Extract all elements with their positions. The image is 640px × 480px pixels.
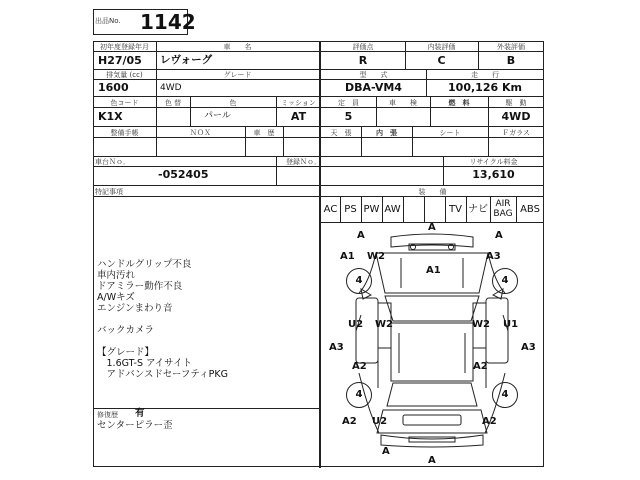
damage-fender-left: A1: [340, 251, 355, 262]
remark-line-11: アドバンスドセーフティPKG: [97, 369, 228, 380]
recycle-label: リサイクル料金: [469, 158, 518, 166]
transmission-value: AT: [290, 110, 307, 123]
reg-no-label: 登録Ｎｏ．: [286, 158, 321, 166]
damage-front-left-a: A: [357, 230, 365, 241]
remark-line-5: エンジンまわり音: [97, 303, 173, 314]
repair-label: 修復歴: [97, 411, 118, 419]
damage-hood: A1: [426, 265, 441, 276]
equip-navi: ナビ: [468, 204, 488, 215]
color-code-label: 色コード: [110, 99, 139, 107]
remark-line-9: 【グレード】: [97, 347, 155, 358]
damage-front-a: A: [428, 222, 436, 233]
f-glass-label: Ｆガラス: [502, 129, 530, 137]
damage-fender-right: A3: [486, 251, 501, 262]
interior-top-label: 内 張: [376, 129, 397, 137]
grade-value: 4WD: [160, 83, 182, 93]
tire-front-right: 4: [492, 268, 518, 294]
car-name-value: レヴォーグ: [160, 54, 213, 66]
transmission-label: ミッション: [281, 99, 316, 107]
equip-ac: AC: [323, 204, 338, 215]
mileage-label: 走 行: [471, 71, 499, 79]
remark-line-10: 1.6GT-S アイサイト: [97, 358, 193, 369]
lot-number: 1142: [140, 10, 196, 34]
maintenance-label: 整備手帳: [110, 129, 139, 137]
equip-airbag: AIR BAG: [493, 199, 513, 219]
interior-label: 内装評価: [427, 43, 456, 51]
color-label: 色: [229, 99, 237, 107]
frame-no-value: -052405: [158, 168, 209, 181]
equip-tv: TV: [449, 204, 462, 215]
equip-aw: AW: [384, 204, 401, 215]
remarks-label: 特記事項: [95, 188, 123, 196]
remark-line-1: ハンドルグリップ不良: [97, 259, 192, 270]
grade-label: グレード: [223, 71, 252, 79]
seats-value: 5: [344, 110, 353, 123]
equip-abs: ABS: [520, 204, 540, 215]
damage-u2-left: U2: [348, 319, 364, 330]
color-value: パール: [204, 111, 231, 121]
damage-rear-a2-left: A2: [342, 416, 357, 427]
damage-front-right-a: A: [495, 230, 503, 241]
model-label: 型 式: [359, 71, 388, 79]
damage-u1-right: U1: [503, 319, 519, 330]
equipment-label: 装 備: [418, 188, 447, 196]
recycle-value: 13,610: [472, 168, 515, 181]
equip-pw: PW: [363, 204, 380, 215]
model-value: DBA-VM4: [345, 81, 402, 94]
drive-label: 駆 動: [505, 99, 527, 107]
equip-ps: PS: [344, 204, 357, 215]
remark-line-3: ドアミラー動作不良: [97, 281, 183, 292]
sunroof-label: 天 張: [330, 129, 352, 137]
displacement-value: 1600: [98, 81, 129, 94]
color-code-value: K1X: [98, 110, 123, 123]
repair-value: 有: [135, 408, 145, 419]
exterior-value: B: [506, 54, 516, 67]
seat-label: シート: [439, 129, 461, 137]
remark-line-4: A/Wキズ: [97, 292, 135, 303]
damage-a3-right: A3: [521, 342, 536, 353]
fuel-label: 燃 料: [448, 99, 470, 107]
damage-rear-a2-right: A2: [482, 416, 497, 427]
first-reg-label: 初年度登録年月: [100, 43, 149, 51]
interior-value: C: [437, 54, 446, 67]
car-name-label: 車 名: [223, 43, 252, 51]
first-reg-value: H27/05: [98, 54, 142, 67]
score-value: R: [358, 54, 368, 67]
exterior-label: 外装評価: [497, 43, 525, 51]
damage-rear-a-bottom: A: [428, 455, 436, 466]
damage-w2-top: W2: [367, 251, 385, 262]
seats-label: 定 員: [338, 99, 359, 107]
remark-line-7: バックカメラ: [97, 325, 155, 336]
history-label: 車 歴: [253, 129, 275, 137]
drive-value: 4WD: [501, 110, 531, 123]
damage-rear-a: A: [382, 446, 390, 457]
tire-front-left: 4: [346, 268, 372, 294]
damage-a2-right: A2: [473, 361, 488, 372]
vehicle-label: 車 検: [389, 99, 417, 107]
damage-rear-u2: U2: [372, 416, 388, 427]
mileage-value: 100,126 Km: [448, 81, 522, 94]
repair-notes: センターピラー歪: [97, 420, 173, 431]
lot-label: 出品No.: [95, 17, 121, 25]
nox-label: ＮＯＸ: [190, 129, 211, 137]
remark-line-2: 車内汚れ: [97, 270, 136, 281]
tire-rear-left: 4: [346, 382, 372, 408]
score-label: 評価点: [352, 43, 374, 51]
damage-a3-left: A3: [329, 342, 344, 353]
damage-w2-right: W2: [472, 319, 490, 330]
frame-no-label: 車台Ｎｏ．: [95, 158, 130, 166]
damage-a2-left: A2: [352, 361, 367, 372]
color-name-label: 色 替: [164, 99, 182, 107]
displacement-label: 排気量 (cc): [106, 71, 143, 79]
tire-rear-right: 4: [492, 382, 518, 408]
damage-w2-left: W2: [375, 319, 393, 330]
